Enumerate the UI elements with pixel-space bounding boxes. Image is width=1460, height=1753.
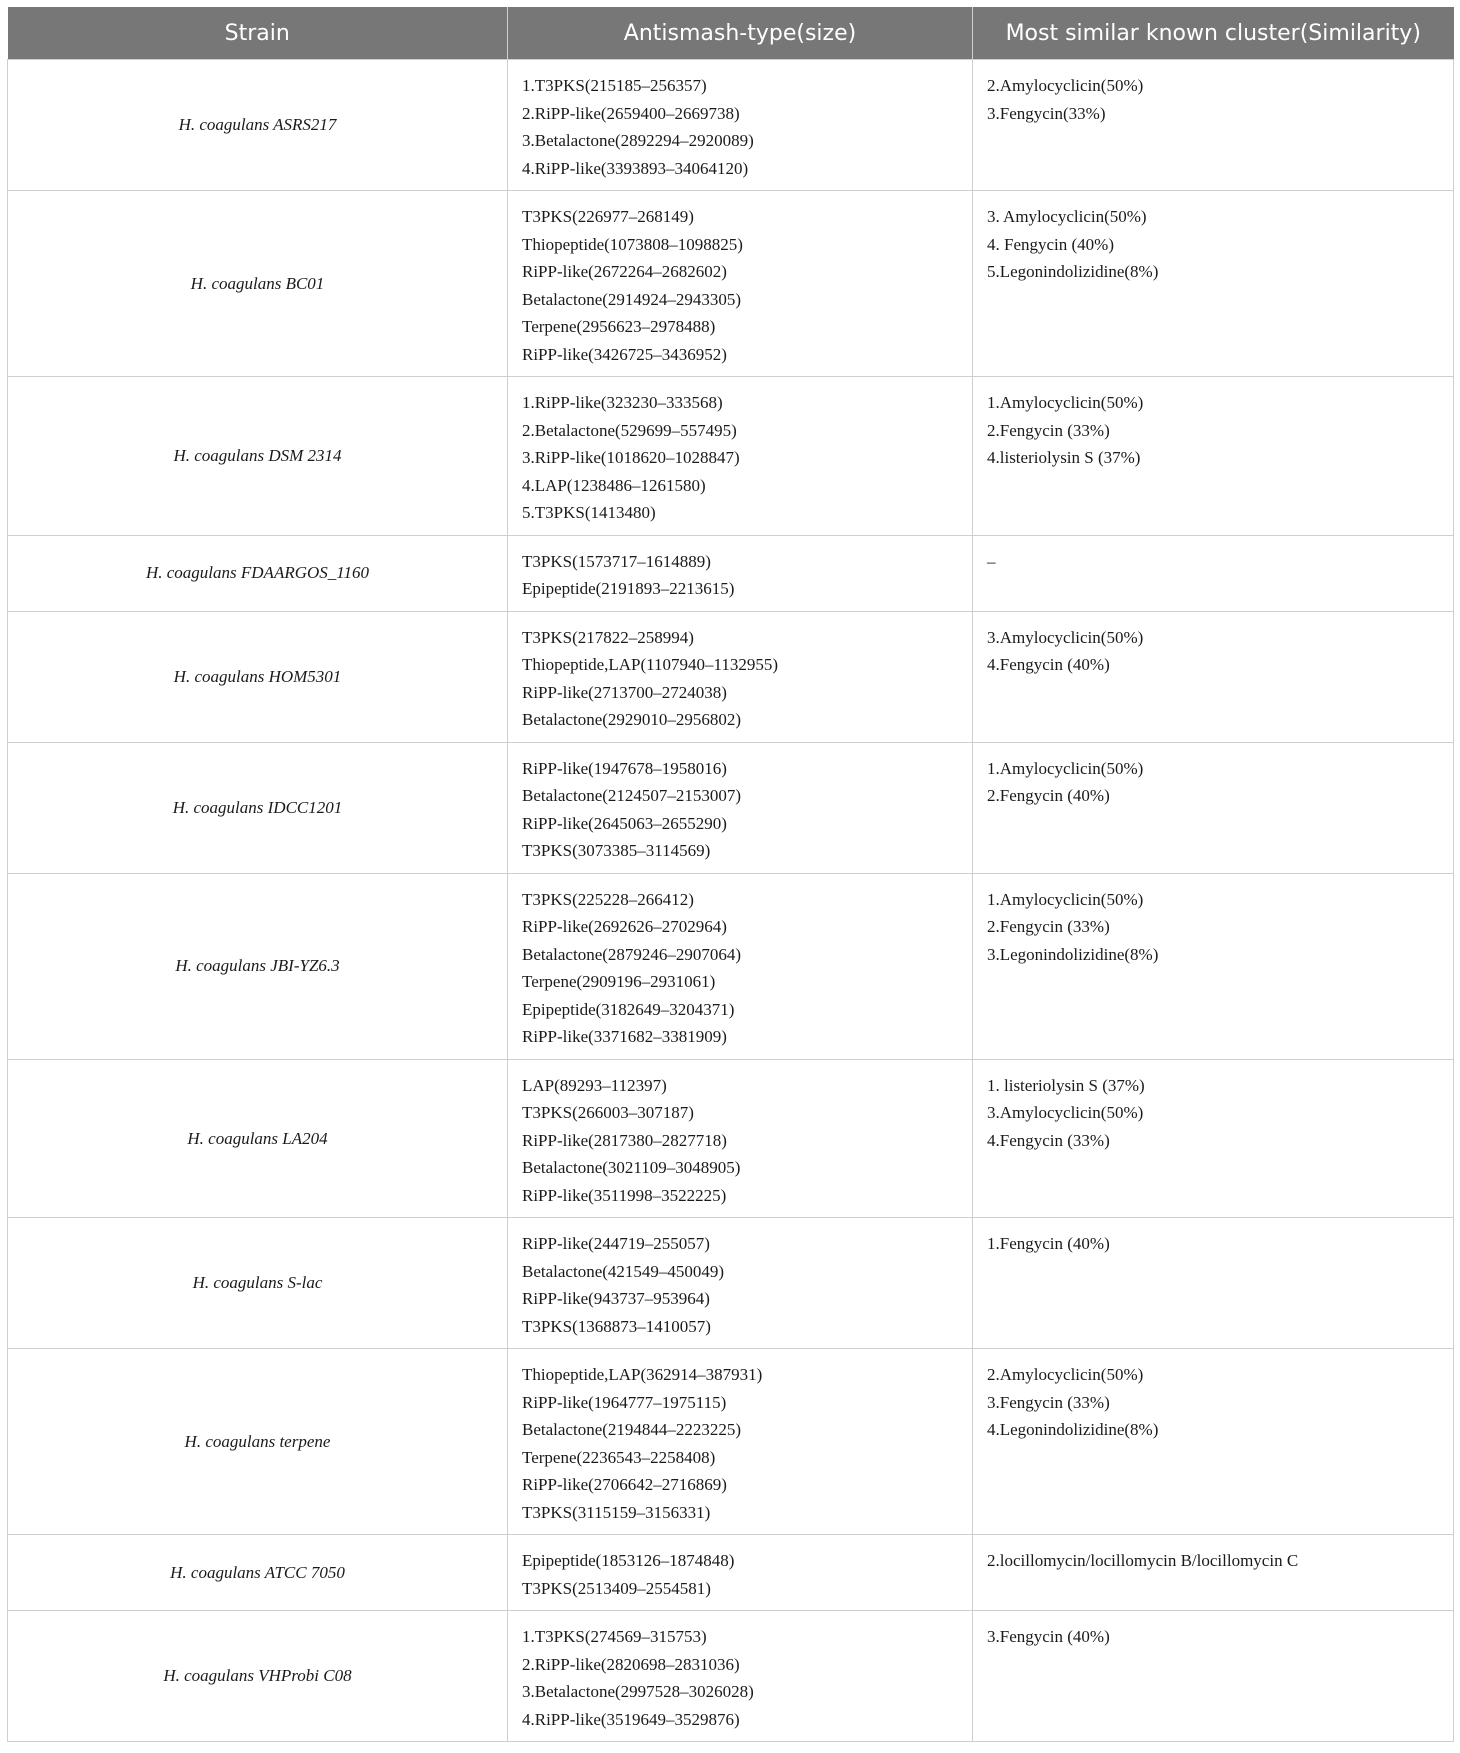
antismash-entry: 2.Betalactone(529699–557495): [522, 420, 737, 440]
antismash-entry: 2.RiPP-like(2659400–2669738): [522, 103, 740, 123]
strain-cell: H. coagulans terpene: [8, 1349, 508, 1535]
header-row: [8, 7, 1454, 60]
antismash-entry: T3PKS(3073385–3114569): [522, 841, 711, 860]
table-row: [8, 1218, 1454, 1349]
similar-cluster-cell: [973, 1349, 1454, 1535]
antismash-entry: Betalactone(2879246–2907064): [522, 944, 742, 964]
similar-cluster-entry: 2.Fengycin (33%): [987, 420, 1110, 440]
antismash-entry: RiPP-like(2692626–2702964): [522, 917, 727, 936]
table-row: [8, 742, 1454, 873]
strain-cell: H. coagulans IDCC1201: [8, 742, 508, 873]
antismash-entry: 3.Betalactone(2997528–3026028): [522, 1682, 754, 1701]
similar-cluster-entry: 3.Legonindolizidine(8%): [987, 944, 1159, 964]
similar-cluster-cell: [973, 1218, 1454, 1349]
bgc-table: [7, 7, 1454, 1742]
similar-cluster-entry: 4.Legonindolizidine(8%): [987, 1420, 1159, 1439]
antismash-entry: Terpene(2236543–2258408): [522, 1447, 716, 1467]
table-row: [8, 60, 1454, 191]
similar-cluster-cell: [973, 1059, 1454, 1218]
similar-cluster-entry: 1.Fengycin (40%): [987, 1234, 1110, 1253]
antismash-cell: [508, 1218, 973, 1349]
antismash-entry: RiPP-like(1964777–1975115): [522, 1392, 727, 1412]
antismash-entry: 4.LAP(1238486–1261580): [522, 475, 706, 495]
similar-cluster-cell: [973, 377, 1454, 536]
antismash-entry: Terpene(2956623–2978488): [522, 317, 716, 336]
antismash-entry: 1.T3PKS(215185–256357): [522, 76, 707, 95]
antismash-entry: Epipeptide(2191893–2213615): [522, 579, 735, 598]
antismash-entry: 4.RiPP-like(3393893–34064120): [522, 158, 749, 178]
similar-cluster-cell: [973, 742, 1454, 873]
antismash-entry: Epipeptide(3182649–3204371): [522, 999, 735, 1019]
antismash-cell: [508, 1059, 973, 1218]
antismash-entry: Betalactone(2929010–2956802): [522, 710, 742, 729]
similar-cluster-cell: [973, 1611, 1454, 1742]
antismash-entry: T3PKS(1573717–1614889): [522, 551, 711, 571]
similar-cluster-cell: [973, 535, 1454, 611]
similar-cluster-cell: [973, 873, 1454, 1059]
antismash-entry: 4.RiPP-like(3519649–3529876): [522, 1709, 740, 1729]
strain-cell: H. coagulans JBI-YZ6.3: [8, 873, 508, 1059]
antismash-entry: Betalactone(2194844–2223225): [522, 1420, 742, 1439]
similar-cluster-entry: 2.Fengycin (40%): [987, 786, 1110, 805]
antismash-entry: LAP(89293–112397): [522, 1075, 667, 1095]
table-row: [8, 1059, 1454, 1218]
antismash-entry: Epipeptide(1853126–1874848): [522, 1551, 735, 1570]
antismash-entry: T3PKS(2513409–2554581): [522, 1578, 711, 1598]
table-row: [8, 535, 1454, 611]
table-row: [8, 611, 1454, 742]
antismash-cell: [508, 191, 973, 377]
similar-cluster-cell: [973, 60, 1454, 191]
similar-cluster-entry: 4.listeriolysin S (37%): [987, 448, 1141, 467]
antismash-cell: [508, 611, 973, 742]
similar-cluster-entry: 1. listeriolysin S (37%): [987, 1075, 1145, 1095]
antismash-entry: Betalactone(3021109–3048905): [522, 1158, 741, 1177]
table-row: [8, 1611, 1454, 1742]
similar-cluster-entry: 1.Amylocyclicin(50%): [987, 889, 1144, 909]
antismash-entry: Betalactone(421549–450049): [522, 1261, 725, 1281]
header-strain: Strain: [8, 7, 508, 60]
table-row: [8, 191, 1454, 377]
similar-cluster-entry: 2.Fengycin (33%): [987, 917, 1110, 936]
antismash-entry: RiPP-like(3426725–3436952): [522, 344, 727, 364]
antismash-entry: 3.RiPP-like(1018620–1028847): [522, 448, 740, 467]
strain-cell: H. coagulans ASRS217: [8, 60, 508, 191]
antismash-cell: [508, 60, 973, 191]
antismash-entry: RiPP-like(943737–953964): [522, 1289, 710, 1308]
antismash-entry: Thiopeptide,LAP(362914–387931): [522, 1365, 763, 1384]
strain-cell: H. coagulans S-lac: [8, 1218, 508, 1349]
antismash-entry: RiPP-like(2672264–2682602): [522, 262, 727, 281]
similar-cluster-entry: 2.Amylocyclicin(50%): [987, 1365, 1144, 1384]
antismash-entry: RiPP-like(2713700–2724038): [522, 682, 727, 702]
similar-cluster-entry: 3.Fengycin (33%): [987, 1392, 1110, 1412]
similar-cluster-entry: 3. Amylocyclicin(50%): [987, 207, 1147, 226]
similar-cluster-entry: 4.Fengycin (40%): [987, 655, 1110, 674]
strain-cell: H. coagulans FDAARGOS_1160: [8, 535, 508, 611]
antismash-entry: RiPP-like(2817380–2827718): [522, 1130, 727, 1150]
antismash-cell: [508, 873, 973, 1059]
similar-cluster-cell: [973, 191, 1454, 377]
antismash-entry: Terpene(2909196–2931061): [522, 972, 716, 991]
similar-cluster-entry: 2.locillomycin/locillomycin B/locillomycin C: [987, 1551, 1299, 1570]
antismash-cell: [508, 742, 973, 873]
antismash-entry: RiPP-like(2645063–2655290): [522, 813, 727, 833]
antismash-entry: RiPP-like(3371682–3381909): [522, 1027, 727, 1046]
antismash-cell: [508, 1611, 973, 1742]
antismash-entry: 1.T3PKS(274569–315753): [522, 1627, 707, 1646]
similar-cluster-entry: –: [987, 551, 996, 571]
antismash-cell: [508, 535, 973, 611]
similar-cluster-cell: [973, 1535, 1454, 1611]
antismash-entry: T3PKS(266003–307187): [522, 1103, 694, 1122]
antismash-cell: [508, 1535, 973, 1611]
similar-cluster-entry: 3.Amylocyclicin(50%): [987, 1103, 1144, 1122]
antismash-entry: T3PKS(226977–268149): [522, 207, 694, 226]
similar-cluster-entry: 4. Fengycin (40%): [987, 234, 1115, 254]
strain-cell: H. coagulans ATCC 7050: [8, 1535, 508, 1611]
strain-cell: H. coagulans DSM 2314: [8, 377, 508, 536]
antismash-entry: RiPP-like(1947678–1958016): [522, 758, 727, 778]
antismash-entry: T3PKS(217822–258994): [522, 627, 694, 647]
strain-cell: H. coagulans BC01: [8, 191, 508, 377]
strain-cell: H. coagulans HOM5301: [8, 611, 508, 742]
antismash-entry: RiPP-like(2706642–2716869): [522, 1475, 727, 1494]
antismash-entry: RiPP-like(244719–255057): [522, 1234, 710, 1253]
antismash-entry: RiPP-like(3511998–3522225): [522, 1185, 727, 1205]
similar-cluster-entry: 1.Amylocyclicin(50%): [987, 393, 1144, 412]
table-row: [8, 377, 1454, 536]
antismash-entry: Betalactone(2124507–2153007): [522, 786, 742, 805]
antismash-cell: [508, 1349, 973, 1535]
similar-cluster-cell: [973, 611, 1454, 742]
header-similar: Most similar known cluster(Similarity): [973, 7, 1454, 60]
antismash-entry: T3PKS(225228–266412): [522, 889, 694, 909]
table-row: [8, 873, 1454, 1059]
strain-cell: H. coagulans LA204: [8, 1059, 508, 1218]
antismash-entry: Betalactone(2914924–2943305): [522, 289, 742, 309]
antismash-entry: 2.RiPP-like(2820698–2831036): [522, 1654, 740, 1674]
similar-cluster-entry: 1.Amylocyclicin(50%): [987, 758, 1144, 778]
antismash-entry: 3.Betalactone(2892294–2920089): [522, 131, 754, 150]
antismash-entry: 1.RiPP-like(323230–333568): [522, 393, 723, 412]
antismash-entry: T3PKS(3115159–3156331): [522, 1502, 711, 1522]
antismash-entry: Thiopeptide,LAP(1107940–1132955): [522, 655, 779, 674]
similar-cluster-entry: 3.Fengycin(33%): [987, 103, 1106, 123]
similar-cluster-entry: 2.Amylocyclicin(50%): [987, 76, 1144, 95]
similar-cluster-entry: 4.Fengycin (33%): [987, 1130, 1110, 1150]
similar-cluster-entry: 3.Amylocyclicin(50%): [987, 627, 1144, 647]
similar-cluster-entry: 5.Legonindolizidine(8%): [987, 262, 1159, 281]
antismash-entry: 5.T3PKS(1413480): [522, 503, 656, 522]
antismash-entry: T3PKS(1368873–1410057): [522, 1316, 711, 1336]
antismash-entry: Thiopeptide(1073808–1098825): [522, 234, 743, 254]
antismash-cell: [508, 377, 973, 536]
similar-cluster-entry: 3.Fengycin (40%): [987, 1627, 1110, 1646]
table-row: [8, 1349, 1454, 1535]
strain-cell: H. coagulans VHProbi C08: [8, 1611, 508, 1742]
table-row: [8, 1535, 1454, 1611]
header-antismash: Antismash-type(size): [508, 7, 973, 60]
